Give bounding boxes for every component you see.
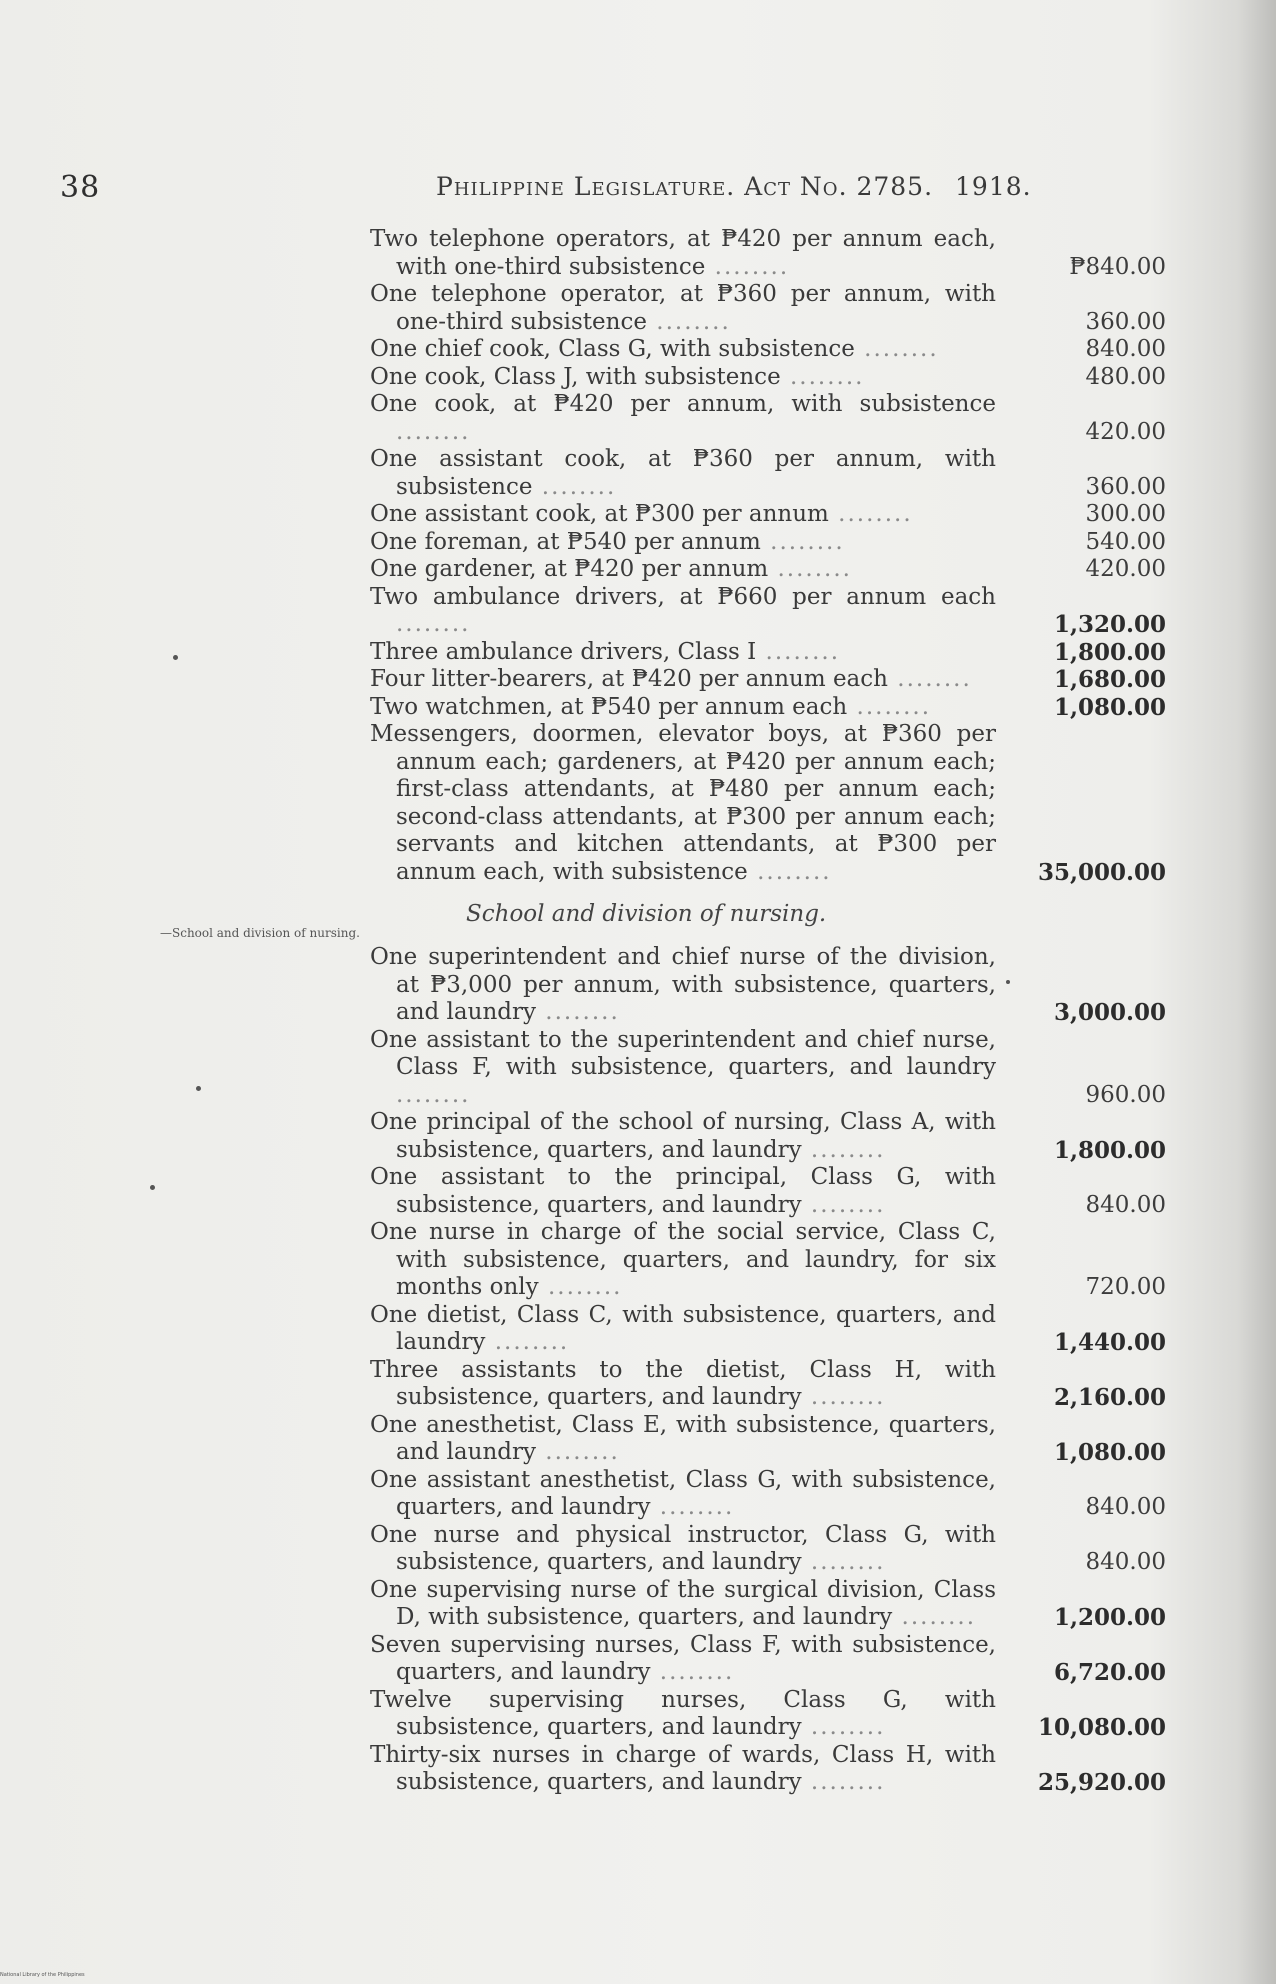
line-item-amount: 2,160.00 <box>1053 1384 1166 1411</box>
line-item-amount: 1,080.00 <box>1053 693 1166 721</box>
line-item <box>370 1412 1170 1467</box>
dot-leader: ........ <box>532 473 617 500</box>
line-item-amount: 300.00 <box>1085 501 1166 527</box>
nursing-entries-list <box>370 944 1170 1797</box>
line-item-amount: 6,720.00 <box>1053 1659 1166 1686</box>
line-item-description: One assistant to the principal, Class G, with subsistence, quarters, and laundry ........ <box>370 1164 996 1218</box>
running-head-title: Philippine Legislature. Act No. 2785. <box>436 172 934 201</box>
line-item-amount: 840.00 <box>1085 1549 1166 1575</box>
line-item-description: One telephone operator, at ₱360 per annum, with one-third subsistence ........ <box>370 281 996 335</box>
dot-leader: ........ <box>887 666 972 692</box>
line-item-description: One chief cook, Class G, with subsistence ........ <box>370 336 939 362</box>
line-item-amount: 420.00 <box>1085 556 1166 582</box>
line-item-description: One cook, at ₱420 per annum, with subsistence ........ <box>370 391 996 445</box>
line-item-amount: 35,000.00 <box>1037 858 1166 886</box>
line-item-description: One assistant cook, at ₱300 per annum ........ <box>370 501 913 527</box>
line-item-amount: 360.00 <box>1085 308 1166 335</box>
line-item-description: Two ambulance drivers, at ₱660 per annum each ........ <box>370 583 996 637</box>
line-item-amount: 720.00 <box>1085 1274 1166 1300</box>
line-item <box>370 1357 1170 1412</box>
line-item-amount: 3,000.00 <box>1053 999 1166 1026</box>
line-item-description: Seven supervising nurses, Class F, with subsistence, quarters, and laundry ........ <box>370 1631 996 1685</box>
dot-leader: ........ <box>801 1714 886 1740</box>
line-item-amount: ₱840.00 <box>1069 253 1166 280</box>
line-item-description: Three ambulance drivers, Class I ........ <box>370 638 841 665</box>
running-head-year: 1918. <box>955 172 1032 201</box>
line-item-description: One superintendent and chief nurse of the division, at ₱3,000 per annum, with subsistence, quarters, and laundry ........ <box>370 944 996 1025</box>
line-item-description: One dietist, Class C, with subsistence, quarters, and laundry ........ <box>370 1301 996 1355</box>
line-item <box>370 364 1170 392</box>
footer-strip: National Library of the Philippines <box>0 1972 85 1978</box>
line-item-amount: 10,080.00 <box>1037 1714 1166 1741</box>
line-item-description: One assistant cook, at ₱360 per annum, with subsistence ........ <box>370 446 996 500</box>
line-item-amount: 360.00 <box>1085 473 1166 500</box>
line-item <box>370 666 1170 694</box>
line-item <box>370 226 1170 281</box>
dot-leader: ........ <box>801 1191 886 1218</box>
line-item <box>370 694 1170 722</box>
line-item-description: Two watchmen, at ₱540 per annum each ........ <box>370 693 932 720</box>
line-item <box>370 944 1170 1027</box>
paper-speck <box>173 655 178 660</box>
line-item <box>370 501 1170 529</box>
line-item <box>370 1164 1170 1219</box>
line-item-amount: 1,080.00 <box>1053 1439 1166 1466</box>
line-item <box>370 1522 1170 1577</box>
line-item-description: One assistant anesthetist, Class G, with subsistence, quarters, and laundry ........ <box>370 1466 996 1520</box>
dot-leader: ........ <box>828 501 913 527</box>
line-item <box>370 1027 1170 1110</box>
line-item <box>370 639 1170 667</box>
line-item-description: One anesthetist, Class E, with subsistence, quarters, and laundry ........ <box>370 1411 996 1465</box>
dot-leader: ........ <box>396 418 471 445</box>
dot-leader: ........ <box>801 1384 886 1410</box>
dot-leader: ........ <box>847 693 932 720</box>
margin-note: —School and division of nursing. <box>160 926 360 940</box>
dot-leader: ........ <box>854 336 939 362</box>
line-item-amount: 1,440.00 <box>1053 1329 1166 1356</box>
line-item-amount: 960.00 <box>1085 1081 1166 1108</box>
appropriation-column <box>370 226 1170 1797</box>
dot-leader: ........ <box>801 1136 886 1163</box>
running-head <box>436 172 1032 201</box>
line-item-description: Two telephone operators, at ₱420 per annum each, with one-third subsistence ........ <box>370 226 996 280</box>
line-item <box>370 1109 1170 1164</box>
dot-leader: ........ <box>892 1604 977 1630</box>
line-item-description: Thirty-six nurses in charge of wards, Class H, with subsistence, quarters, and laundry ........ <box>370 1741 996 1795</box>
paper-speck <box>196 1086 201 1091</box>
dot-leader: ........ <box>535 1439 620 1465</box>
dot-leader: ........ <box>650 1659 735 1685</box>
line-item-description: Four litter-bearers, at ₱420 per annum each ........ <box>370 666 972 692</box>
line-item-amount: 840.00 <box>1085 1494 1166 1520</box>
dot-leader: ........ <box>801 1769 886 1795</box>
dot-leader: ........ <box>756 638 841 665</box>
line-item-description: Messengers, doormen, elevator boys, at ₱360 per annum each; gardeners, at ₱420 per annum each; first-class attendants, at ₱480 per annum each; second-class attendants, at ₱300 per annum each; servants and kitchen attendants, at ₱300 per annum each, with subsistence ........ <box>370 721 996 885</box>
dot-leader: ........ <box>485 1329 570 1355</box>
line-item <box>370 584 1170 639</box>
dot-leader: ........ <box>650 1494 735 1520</box>
line-item <box>370 1742 1170 1797</box>
line-item-description: One nurse and physical instructor, Class G, with subsistence, quarters, and laundry ........ <box>370 1521 996 1575</box>
line-item-description: Twelve supervising nurses, Class G, with subsistence, quarters, and laundry ........ <box>370 1686 996 1740</box>
dot-leader: ........ <box>396 1081 471 1108</box>
paper-speck <box>150 1185 155 1190</box>
line-item <box>370 391 1170 446</box>
line-item-amount: 1,800.00 <box>1053 1136 1166 1164</box>
line-item-description: One nurse in charge of the social service, Class C, with subsistence, quarters, and laundry, for six months only ........ <box>370 1219 996 1300</box>
line-item-description: One supervising nurse of the surgical division, Class D, with subsistence, quarters, and laundry ........ <box>370 1576 996 1630</box>
line-item-amount: 540.00 <box>1085 528 1166 555</box>
line-item-description: One foreman, at ₱540 per annum ........ <box>370 528 845 555</box>
dot-leader: ........ <box>535 999 620 1025</box>
section-heading: School and division of nursing. <box>466 901 827 927</box>
line-item-description: One gardener, at ₱420 per annum ........ <box>370 556 852 582</box>
line-item-amount: 1,320.00 <box>1053 611 1166 638</box>
paper-speck <box>1006 980 1010 984</box>
line-item <box>370 336 1170 364</box>
dot-leader: ........ <box>747 858 832 885</box>
line-item-description: One assistant to the superintendent and chief nurse, Class F, with subsistence, quarters, and laundry ........ <box>370 1026 996 1108</box>
dot-leader: ........ <box>396 611 471 637</box>
dot-leader: ........ <box>705 253 790 280</box>
line-item <box>370 556 1170 584</box>
line-item-description: One cook, Class J, with subsistence ........ <box>370 363 865 390</box>
line-item <box>370 281 1170 336</box>
dot-leader: ........ <box>768 556 852 582</box>
line-item <box>370 1577 1170 1632</box>
line-item-amount: 840.00 <box>1085 336 1166 362</box>
dot-leader: ........ <box>646 308 731 335</box>
line-item <box>370 529 1170 557</box>
line-item-description: Three assistants to the dietist, Class H, with subsistence, quarters, and laundry ........ <box>370 1356 996 1410</box>
line-item <box>370 1687 1170 1742</box>
line-item-amount: 1,200.00 <box>1053 1604 1166 1631</box>
line-item-amount: 480.00 <box>1085 363 1166 390</box>
line-item-amount: 420.00 <box>1085 418 1166 445</box>
dot-leader: ........ <box>801 1549 886 1575</box>
line-item-description: One principal of the school of nursing, Class A, with subsistence, quarters, and laundry ........ <box>370 1109 996 1163</box>
line-item-amount: 1,800.00 <box>1053 638 1166 666</box>
line-item <box>370 1632 1170 1687</box>
dot-leader: ........ <box>760 528 845 555</box>
line-item-amount: 840.00 <box>1085 1191 1166 1218</box>
line-item <box>370 1219 1170 1302</box>
line-item <box>370 1467 1170 1522</box>
page-number: 38 <box>60 170 101 205</box>
line-item-amount: 25,920.00 <box>1037 1769 1166 1796</box>
dot-leader: ........ <box>538 1274 623 1300</box>
dot-leader: ........ <box>780 363 865 390</box>
staff-entries-list <box>370 226 1170 886</box>
line-item <box>370 446 1170 501</box>
line-item <box>370 721 1170 886</box>
line-item <box>370 1302 1170 1357</box>
line-item-amount: 1,680.00 <box>1053 666 1166 693</box>
